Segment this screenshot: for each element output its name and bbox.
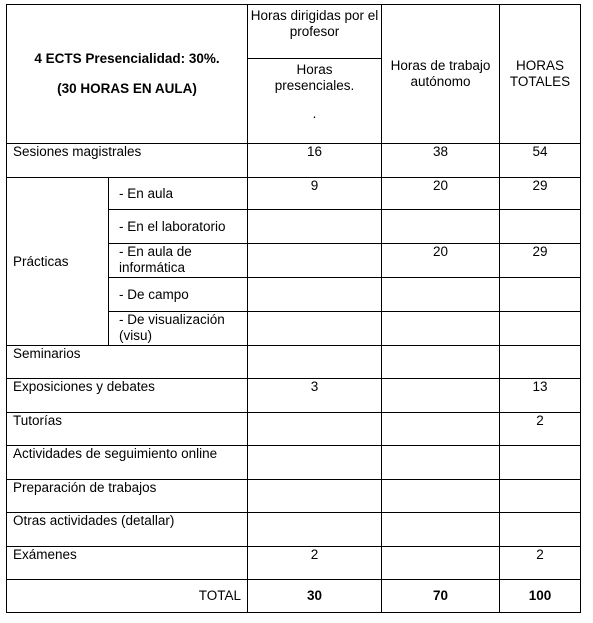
- cell-tot: [500, 480, 581, 513]
- cell-tot: 13: [500, 379, 581, 413]
- cell-aut: 38: [382, 144, 500, 178]
- hours-table: [6, 4, 581, 613]
- total-pres: 30: [248, 580, 382, 613]
- row-label-seguimiento: Actividades de seguimiento online: [7, 446, 248, 480]
- row-label-seminarios: Seminarios: [7, 346, 248, 379]
- table-row: [7, 446, 581, 480]
- presenciales-dot: .: [312, 106, 317, 121]
- cell-tot: 29: [500, 244, 581, 278]
- cell-aut: [382, 312, 500, 346]
- cell-tot: 2: [500, 547, 581, 580]
- total-tot: 100: [500, 580, 581, 613]
- table-row: [7, 547, 581, 580]
- row-label-preparacion: Preparación de trabajos: [7, 480, 248, 513]
- col-header-dirigidas: Horas dirigidas por el profesor: [248, 5, 382, 59]
- cell-pres: [248, 210, 382, 244]
- practica-label: - De visualización (visu): [109, 312, 248, 346]
- cell-pres: 9: [248, 178, 382, 210]
- cell-pres: 2: [248, 547, 382, 580]
- cell-pres: [248, 413, 382, 446]
- cell-aut: [382, 379, 500, 413]
- practica-label: - En aula: [109, 178, 248, 210]
- table-row: [7, 480, 581, 513]
- cell-aut: [382, 278, 500, 312]
- practica-label: - En el laboratorio: [109, 210, 248, 244]
- cell-pres: [248, 278, 382, 312]
- row-label-practicas: Prácticas: [7, 178, 109, 346]
- cell-tot: 29: [500, 178, 581, 210]
- presenciales-label: Horas presenciales.: [274, 62, 355, 93]
- row-label-tutorias: Tutorías: [7, 413, 248, 446]
- table-row: [7, 413, 581, 446]
- cell-aut: [382, 346, 500, 379]
- table-row: [7, 178, 581, 210]
- cell-tot: [500, 278, 581, 312]
- table-row: [7, 379, 581, 413]
- practica-label: - De campo: [109, 278, 248, 312]
- cell-tot: [500, 210, 581, 244]
- col-header-presenciales: [248, 59, 382, 144]
- ects-title: 4 ECTS Presencialidad: 30%.: [34, 51, 220, 66]
- cell-tot: [500, 446, 581, 480]
- cell-pres: [248, 480, 382, 513]
- col-header-totales: HORAS TOTALES: [500, 5, 581, 144]
- table-row: [7, 513, 581, 547]
- cell-tot: [500, 513, 581, 547]
- cell-tot: 2: [500, 413, 581, 446]
- cell-pres: 16: [248, 144, 382, 178]
- cell-aut: [382, 446, 500, 480]
- cell-aut: [382, 513, 500, 547]
- row-label-otras: Otras actividades (detallar): [7, 513, 248, 547]
- cell-pres: [248, 244, 382, 278]
- cell-aut: [382, 480, 500, 513]
- table-row: [7, 144, 581, 178]
- table-row: [7, 346, 581, 379]
- total-aut: 70: [382, 580, 500, 613]
- cell-aut: 20: [382, 178, 500, 210]
- col-header-autonomo: Horas de trabajo autónomo: [382, 5, 500, 144]
- cell-aut: 20: [382, 244, 500, 278]
- hours-in-classroom: (30 HORAS EN AULA): [57, 81, 197, 96]
- row-label-examenes: Exámenes: [7, 547, 248, 580]
- cell-pres: [248, 446, 382, 480]
- cell-pres: [248, 513, 382, 547]
- total-label: TOTAL: [7, 580, 248, 613]
- row-label-sesiones: Sesiones magistrales: [7, 144, 248, 178]
- total-row: [7, 580, 581, 613]
- cell-aut: [382, 547, 500, 580]
- cell-tot: 54: [500, 144, 581, 178]
- cell-pres: 3: [248, 379, 382, 413]
- cell-aut: [382, 210, 500, 244]
- practica-label: - En aula de informática: [109, 244, 248, 278]
- table-title-cell: [7, 5, 248, 144]
- cell-pres: [248, 312, 382, 346]
- cell-tot: [500, 312, 581, 346]
- cell-pres: [248, 346, 382, 379]
- cell-tot: [500, 346, 581, 379]
- row-label-exposiciones: Exposiciones y debates: [7, 379, 248, 413]
- cell-aut: [382, 413, 500, 446]
